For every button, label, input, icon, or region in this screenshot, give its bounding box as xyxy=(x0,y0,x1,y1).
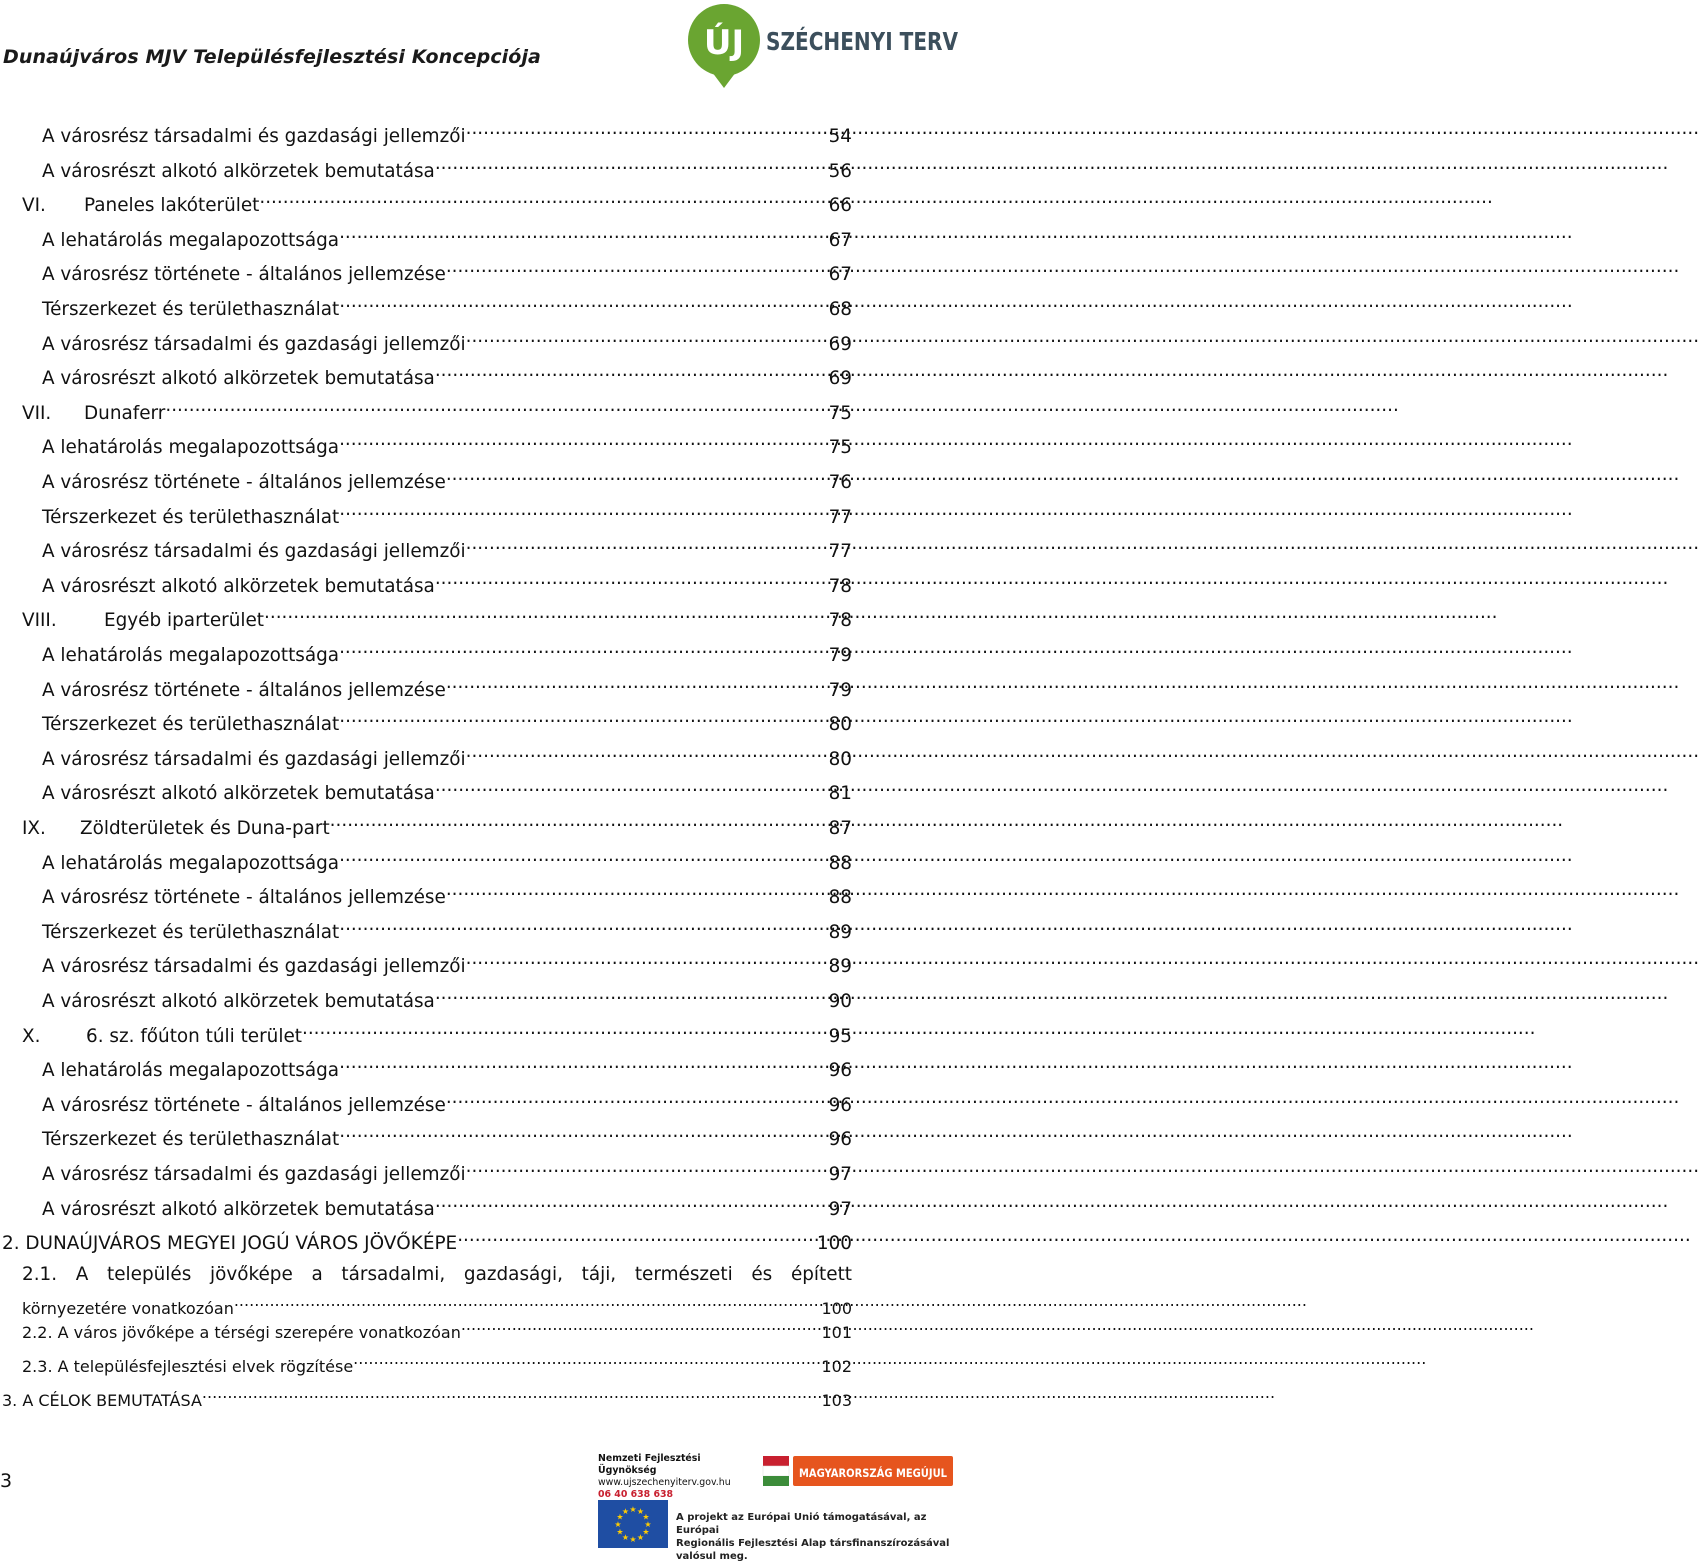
toc-entry-text: A városrészt alkotó alkörzetek bemutatása xyxy=(42,368,435,390)
toc-entry[interactable] xyxy=(42,773,852,805)
toc-entry-text: Térszerkezet és területhasználat xyxy=(42,1129,340,1151)
toc-entry[interactable] xyxy=(22,1312,852,1342)
toc-leader-dots xyxy=(466,116,829,142)
toc-leader-dots xyxy=(435,981,829,1007)
toc-page-number: 90 xyxy=(828,991,852,1012)
toc-leader-dots xyxy=(339,289,828,315)
toc-entry-text: Térszerkezet és területhasználat xyxy=(42,506,340,528)
toc-page-number: 69 xyxy=(828,333,852,355)
eu-flag-icon xyxy=(598,1500,668,1548)
toc-leader-dots xyxy=(466,324,829,350)
toc-entry[interactable] xyxy=(42,462,852,493)
logo-uj-text: ÚJ xyxy=(703,23,745,63)
toc-leader-dots xyxy=(461,1312,822,1338)
toc-entry-text: A városrész társadalmi és gazdasági jellemzői xyxy=(42,126,466,147)
toc-entry-text: 2. DUNAÚJVÁROS MEGYEI JOGÚ VÁROS JÖVŐKÉPE xyxy=(2,1233,458,1255)
eu-star-icon: ★ xyxy=(629,1505,637,1514)
toc-entry-text: A városrészt alkotó alkörzetek bemutatása xyxy=(42,575,435,597)
toc-leader-dots xyxy=(339,1119,828,1145)
eu-star-icon: ★ xyxy=(642,1527,650,1537)
toc-leader-dots xyxy=(330,808,829,834)
eu-star-icon: ★ xyxy=(616,1512,624,1522)
toc-entry[interactable] xyxy=(42,151,852,182)
toc-leader-dots xyxy=(259,185,828,211)
toc-page-number: 80 xyxy=(828,748,852,770)
toc-leader-dots xyxy=(264,600,829,626)
toc-entry-text: A városrész társadalmi és gazdasági jellemzői xyxy=(42,333,466,355)
toc-entry-text: Dunaferr xyxy=(84,402,166,424)
toc-leader-dots xyxy=(446,670,829,696)
eu-star-icon: ★ xyxy=(644,1520,652,1529)
agency-website: www.ujszechenyiterv.gov.hu xyxy=(598,1477,731,1488)
toc-page-number: 68 xyxy=(828,299,852,320)
toc-entry-text: A városrész története - általános jellemzése xyxy=(42,264,446,286)
toc-entry-text: 3. A CÉLOK BEMUTATÁSA xyxy=(2,1391,202,1410)
toc-page-number: 96 xyxy=(828,1094,852,1116)
toc-entry-text: A városrész társadalmi és gazdasági jellemzői xyxy=(42,541,466,563)
toc-entry-text: A városrész társadalmi és gazdasági jellemzői xyxy=(42,1164,466,1185)
toc-entry-text: Térszerkezet és területhasználat xyxy=(42,714,340,736)
toc-leader-dots xyxy=(466,531,829,557)
toc-entry[interactable] xyxy=(42,1085,852,1116)
toc-entry[interactable] xyxy=(42,635,852,666)
toc-entry[interactable] xyxy=(42,1050,852,1082)
toc-entry-text: Térszerkezet és területhasználat xyxy=(42,921,340,943)
toc-leader-dots xyxy=(466,739,829,765)
toc-leader-dots xyxy=(339,912,828,938)
toc-entry[interactable] xyxy=(42,1189,852,1220)
logo-wordmark: SZÉCHENYI TERV xyxy=(766,27,959,56)
toc-page-number: 76 xyxy=(828,472,852,493)
toc-entry-text: Zöldterületek és Duna-part xyxy=(80,818,330,839)
toc-entry[interactable] xyxy=(42,670,852,701)
toc-page-number: 67 xyxy=(828,229,852,251)
toc-entry-number: X. xyxy=(22,1025,41,1047)
eu-note-line2: Regionális Fejlesztési Alap társfinanszírozásával valósul meg. xyxy=(676,1538,950,1562)
banner-text: MAGYARORSZÁG MEGÚJUL xyxy=(799,1466,971,1480)
toc-entry[interactable] xyxy=(22,185,852,217)
eu-star-icon: ★ xyxy=(616,1527,624,1537)
toc-entry-number: VII. xyxy=(22,402,52,424)
toc-entry-number: VI. xyxy=(22,195,46,217)
toc-entry-text: A városrész társadalmi és gazdasági jellemzői xyxy=(42,956,466,978)
toc-entry[interactable] xyxy=(42,497,852,528)
toc-page-number: 77 xyxy=(828,506,852,528)
eu-star-icon: ★ xyxy=(629,1535,637,1544)
eu-note-line1: A projekt az Európai Unió támogatásával, az Európai xyxy=(676,1512,927,1536)
toc-page-number: 69 xyxy=(828,368,852,390)
toc-leader-dots xyxy=(446,877,829,903)
toc-page-number: 88 xyxy=(828,887,852,909)
eu-funding-note xyxy=(676,1511,958,1563)
toc-page-number: 103 xyxy=(821,1391,852,1410)
toc-entry[interactable] xyxy=(42,427,852,459)
toc-page-number: 77 xyxy=(828,541,852,563)
toc-leader-dots xyxy=(339,635,829,661)
eu-star-icon: ★ xyxy=(636,1532,645,1542)
toc-entry[interactable] xyxy=(42,877,852,909)
toc-page-number: 97 xyxy=(828,1164,852,1185)
toc-entry-text: A városrészt alkotó alkörzetek bemutatása xyxy=(42,783,435,805)
eu-star-icon: ★ xyxy=(636,1507,645,1517)
toc-entry-text: A városrész története - általános jellemzése xyxy=(42,887,446,909)
toc-page-number: 96 xyxy=(828,1060,852,1082)
toc-page-number: 56 xyxy=(828,160,852,182)
toc-page-number: 89 xyxy=(828,956,852,978)
toc-page-number: 97 xyxy=(828,1198,852,1220)
document-title: Dunaújváros MJV Településfejlesztési Koncepciója xyxy=(3,46,541,68)
toc-page-number: 87 xyxy=(828,818,852,839)
toc-entry-text: Egyéb iparterület xyxy=(104,610,265,632)
toc-page-number: 54 xyxy=(828,126,852,147)
toc-page-number: 96 xyxy=(828,1129,852,1151)
toc-entry[interactable] xyxy=(42,566,852,597)
toc-page-number: 67 xyxy=(828,264,852,286)
toc-entry[interactable] xyxy=(42,1154,852,1185)
toc-leader-dots xyxy=(202,1380,822,1406)
toc-page-number: 88 xyxy=(828,852,852,874)
eu-star-icon: ★ xyxy=(621,1532,630,1542)
toc-leader-dots xyxy=(339,843,829,869)
toc-entry-number: VIII. xyxy=(22,610,57,632)
toc-entry[interactable] xyxy=(2,1380,852,1410)
toc-page-number: 89 xyxy=(828,921,852,943)
toc-leader-dots xyxy=(435,1189,829,1215)
toc-leader-dots xyxy=(435,358,829,384)
toc-entry-text: A lehatárolás megalapozottsága xyxy=(42,229,340,251)
toc-entry-text: A városrész története - általános jellemzése xyxy=(42,1094,446,1116)
toc-page-number: 66 xyxy=(828,195,852,217)
toc-entry[interactable] xyxy=(42,946,852,978)
toc-entry-text: A városrészt alkotó alkörzetek bemutatása xyxy=(42,1198,435,1220)
eu-star-icon: ★ xyxy=(614,1520,622,1529)
toc-entry[interactable] xyxy=(42,289,852,320)
eu-star-icon: ★ xyxy=(642,1512,650,1522)
toc-entry-text: 6. sz. főúton túli terület xyxy=(86,1025,302,1047)
toc-entry[interactable] xyxy=(22,808,852,839)
toc-leader-dots xyxy=(446,1085,829,1111)
agency-name: Nemzeti Fejlesztési Ügynökség xyxy=(598,1453,701,1476)
toc-leader-dots xyxy=(353,1346,821,1372)
toc-leader-dots xyxy=(446,462,829,488)
toc-leader-dots xyxy=(339,1050,829,1076)
toc-leader-dots xyxy=(339,704,828,730)
toc-page-number: 100 xyxy=(821,1299,852,1318)
toc-entry[interactable] xyxy=(22,393,852,424)
toc-entry[interactable] xyxy=(2,1223,852,1255)
toc-leader-dots xyxy=(466,1154,829,1180)
toc-entry[interactable] xyxy=(22,1346,852,1376)
toc-leader-dots xyxy=(302,1016,829,1042)
toc-entry-text: A lehatárolás megalapozottsága xyxy=(42,645,340,666)
toc-entry[interactable] xyxy=(42,912,852,943)
toc-entry[interactable] xyxy=(42,116,852,147)
toc-entry[interactable] xyxy=(42,358,852,390)
toc-entry[interactable] xyxy=(42,739,852,770)
toc-entry-text: Térszerkezet és területhasználat xyxy=(42,299,340,320)
toc-leader-dots xyxy=(234,1288,822,1314)
toc-entry-text: 2.2. A város jövőképe a térségi szerepére vonatkozóan xyxy=(22,1323,461,1342)
toc-leader-dots xyxy=(339,427,829,453)
toc-page-number: 81 xyxy=(828,783,852,805)
toc-page-number: 78 xyxy=(828,610,852,632)
agency-phone: 06 40 638 638 xyxy=(598,1489,674,1500)
toc-entry-text: A városrészt alkotó alkörzetek bemutatása xyxy=(42,991,435,1012)
toc-entry[interactable] xyxy=(42,704,852,736)
hungarian-flag-icon xyxy=(763,1456,789,1486)
magyarorszag-megujul-banner xyxy=(763,1454,971,1490)
toc-leader-dots xyxy=(165,393,828,419)
toc-entry[interactable] xyxy=(42,324,852,355)
toc-entry-text: A városrészt alkotó alkörzetek bemutatása xyxy=(42,160,435,182)
toc-leader-dots xyxy=(435,151,829,177)
toc-leader-dots xyxy=(435,773,829,799)
toc-page-number: 102 xyxy=(821,1357,852,1376)
page-number: 3 xyxy=(0,1470,13,1492)
eu-star-icon: ★ xyxy=(621,1507,630,1517)
toc-page-number: 75 xyxy=(828,402,852,424)
toc-leader-dots xyxy=(457,1223,817,1249)
toc-leader-dots xyxy=(339,220,829,246)
toc-page-number: 79 xyxy=(828,679,852,701)
toc-leader-dots xyxy=(339,497,828,523)
toc-entry-text: környezetére vonatkozóan xyxy=(22,1299,234,1318)
toc-page-number: 101 xyxy=(821,1323,852,1342)
toc-entry[interactable] xyxy=(42,981,852,1012)
toc-entry[interactable] xyxy=(42,220,852,251)
toc-entry-text: A városrész története - általános jellemzése xyxy=(42,679,446,701)
toc-entry[interactable] xyxy=(42,1119,852,1151)
toc-entry-text: A városrész társadalmi és gazdasági jellemzői xyxy=(42,748,466,770)
toc-entry-wrapped-line2[interactable] xyxy=(22,1288,852,1318)
toc-page-number: 80 xyxy=(828,714,852,736)
toc-page-number: 79 xyxy=(828,645,852,666)
toc-page-number: 78 xyxy=(828,575,852,597)
toc-page-number: 100 xyxy=(816,1233,852,1255)
toc-entry[interactable] xyxy=(42,254,852,286)
toc-page-number: 95 xyxy=(828,1025,852,1047)
nfu-agency-block xyxy=(598,1453,753,1500)
toc-page-number: 75 xyxy=(828,437,852,459)
toc-entry[interactable] xyxy=(42,843,852,874)
toc-entry-text: 2.3. A településfejlesztési elvek rögzítése xyxy=(22,1357,354,1376)
toc-leader-dots xyxy=(466,946,829,972)
toc-entry-number: IX. xyxy=(22,818,46,839)
toc-entry[interactable] xyxy=(22,600,852,632)
szechenyi-terv-logo xyxy=(684,2,960,88)
toc-entry-wrapped-line1[interactable]: 2.1. A település jövőképe a társadalmi, gazdasági, táji, természeti és épített xyxy=(22,1264,852,1285)
toc-entry-text: A lehatárolás megalapozottsága xyxy=(42,437,340,459)
toc-entry-text: Paneles lakóterület xyxy=(84,195,260,217)
toc-entry-text: A városrész története - általános jellemzése xyxy=(42,472,446,493)
toc-entry[interactable] xyxy=(22,1016,852,1047)
toc-entry-text: A lehatárolás megalapozottsága xyxy=(42,852,340,874)
toc-entry-text: A lehatárolás megalapozottsága xyxy=(42,1060,340,1082)
toc-leader-dots xyxy=(446,254,829,280)
toc-entry[interactable] xyxy=(42,531,852,563)
toc-leader-dots xyxy=(435,566,829,592)
